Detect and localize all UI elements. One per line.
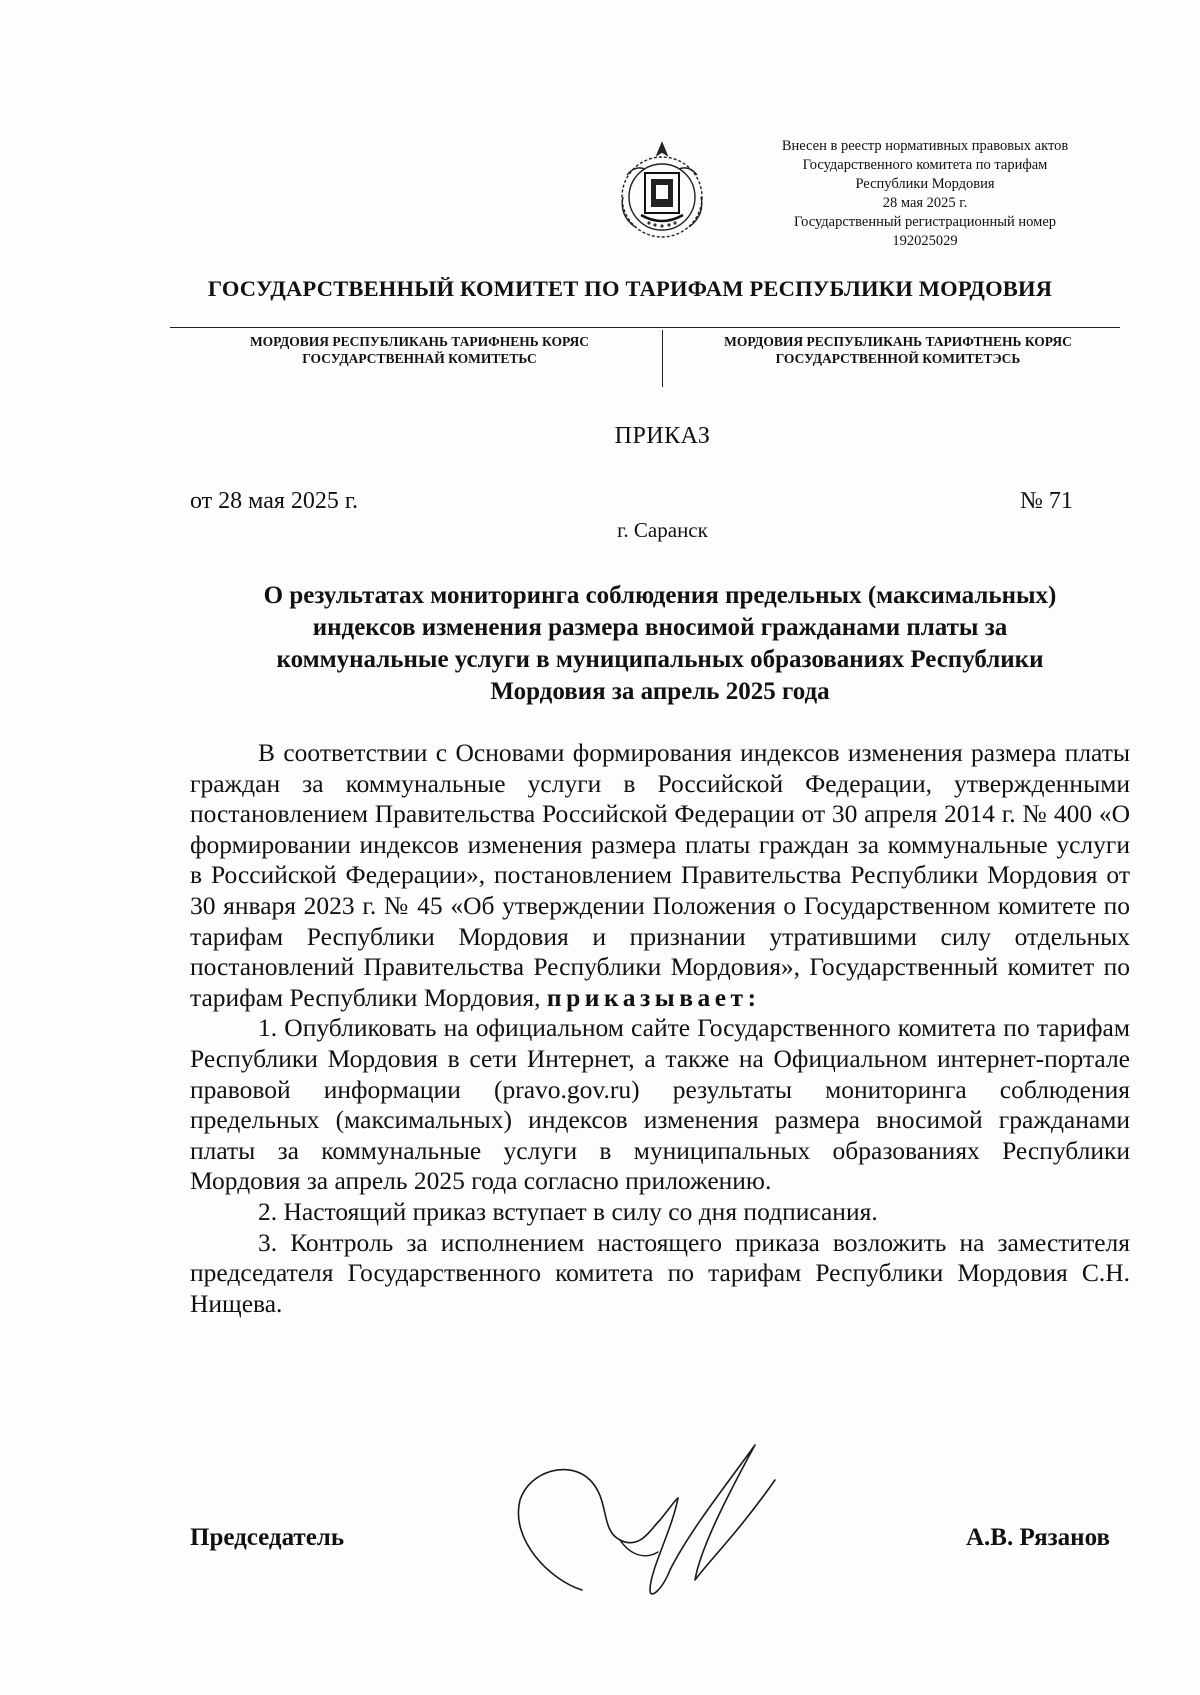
directive-word: приказывает: [546, 982, 761, 1012]
subtitle-line: МОРДОВИЯ РЕСПУБЛИКАНЬ ТАРИФТНЕНЬ КОРЯС [724, 334, 1072, 349]
order-item: 2. Настоящий приказ вступает в силу со дня подписания. [258, 1196, 878, 1226]
organization-subtitle-right [678, 333, 1118, 367]
title-line: Мордовия за апрель 2025 года [490, 678, 830, 705]
order-body [190, 738, 1130, 1319]
order-number: № 71 [1020, 488, 1073, 514]
title-line: О результатах мониторинга соблюдения предельных (максимальных) [263, 582, 1057, 609]
order-date: от 28 мая 2025 г. [190, 488, 359, 514]
title-line: коммунальные услуги в муниципальных образованиях Республики [276, 646, 1044, 673]
coat-of-arms-emblem [605, 135, 719, 247]
header-divider [170, 327, 1120, 328]
registry-line: Внесен в реестр нормативных правовых актов [781, 138, 1069, 154]
signer-name: А.В. Рязанов [966, 1524, 1110, 1551]
signer-role: Председатель [190, 1524, 345, 1551]
preamble-text: В соответствии с Основами формирования индексов изменения размера платы граждан за коммунальные услуги в Российской Федерации, утвержденными постановлением Правительства Российской Федерации от 30 апреля 2014 г. № 400 «О формировании индексов изменения размера платы граждан за коммунальные услуги в Российской Федерации», постановлением Правительства Республики Мордовия от 30 января 2023 г. № 45 «Об утверждении Положения о Государственном комитете по тарифам Республики Мордовия и признании утратившими силу отдельных постановлений Правительства Республики Мордовия», Государственный комитет по тарифам Республики Мордовия, [190, 738, 1130, 1012]
subtitle-line: ГОСУДАРСТВЕННОЙ КОМИТЕТЭСЬ [775, 351, 1021, 366]
organization-subtitle-left [192, 333, 647, 367]
title-line: индексов изменения размера вносимой гражданами платы за [312, 614, 1008, 641]
subtitle-line: МОРДОВИЯ РЕСПУБЛИКАНЬ ТАРИФНЕНЬ КОРЯС [249, 334, 590, 349]
registration-number: 192025029 [892, 233, 958, 249]
registry-line: Республики Мордовия [855, 176, 995, 192]
order-item: 1. Опубликовать на официальном сайте Государственного комитета по тарифам Республики Мордовия в сети Интернет, а также на Официальном интернет-портале правовой информации (pravo.gov.ru) результаты мониторинга соблюдения предельных (максимальных) индексов изменения размера вносимой гражданами платы за коммунальные услуги в муниципальных образованиях Республики Мордовия за апрель 2025 года согласно приложению. [190, 1013, 1130, 1196]
preamble-paragraph [190, 738, 1130, 1013]
order-item: 3. Контроль за исполнением настоящего приказа возложить на заместителя председателя Государственного комитета по тарифам Республики Мордовия С.Н. Нищева. [190, 1227, 1130, 1318]
registry-line: Государственного комитета по тарифам [802, 157, 1048, 173]
handwritten-signature [500, 1420, 830, 1620]
order-title [190, 580, 1130, 708]
organization-title: ГОСУДАРСТВЕННЫЙ КОМИТЕТ ПО ТАРИФАМ РЕСПУБЛИКИ МОРДОВИЯ [207, 276, 1053, 301]
registry-date: 28 мая 2025 г. [882, 195, 968, 211]
registry-note [735, 137, 1115, 251]
header-vertical-divider [662, 330, 663, 387]
order-city: г. Саранск [617, 518, 708, 542]
subtitle-line: ГОСУДАРСТВЕННАЙ КОМИТЕТЬС [302, 351, 537, 366]
document-type: ПРИКАЗ [614, 423, 711, 449]
registry-line: Государственный регистрационный номер [793, 214, 1057, 230]
